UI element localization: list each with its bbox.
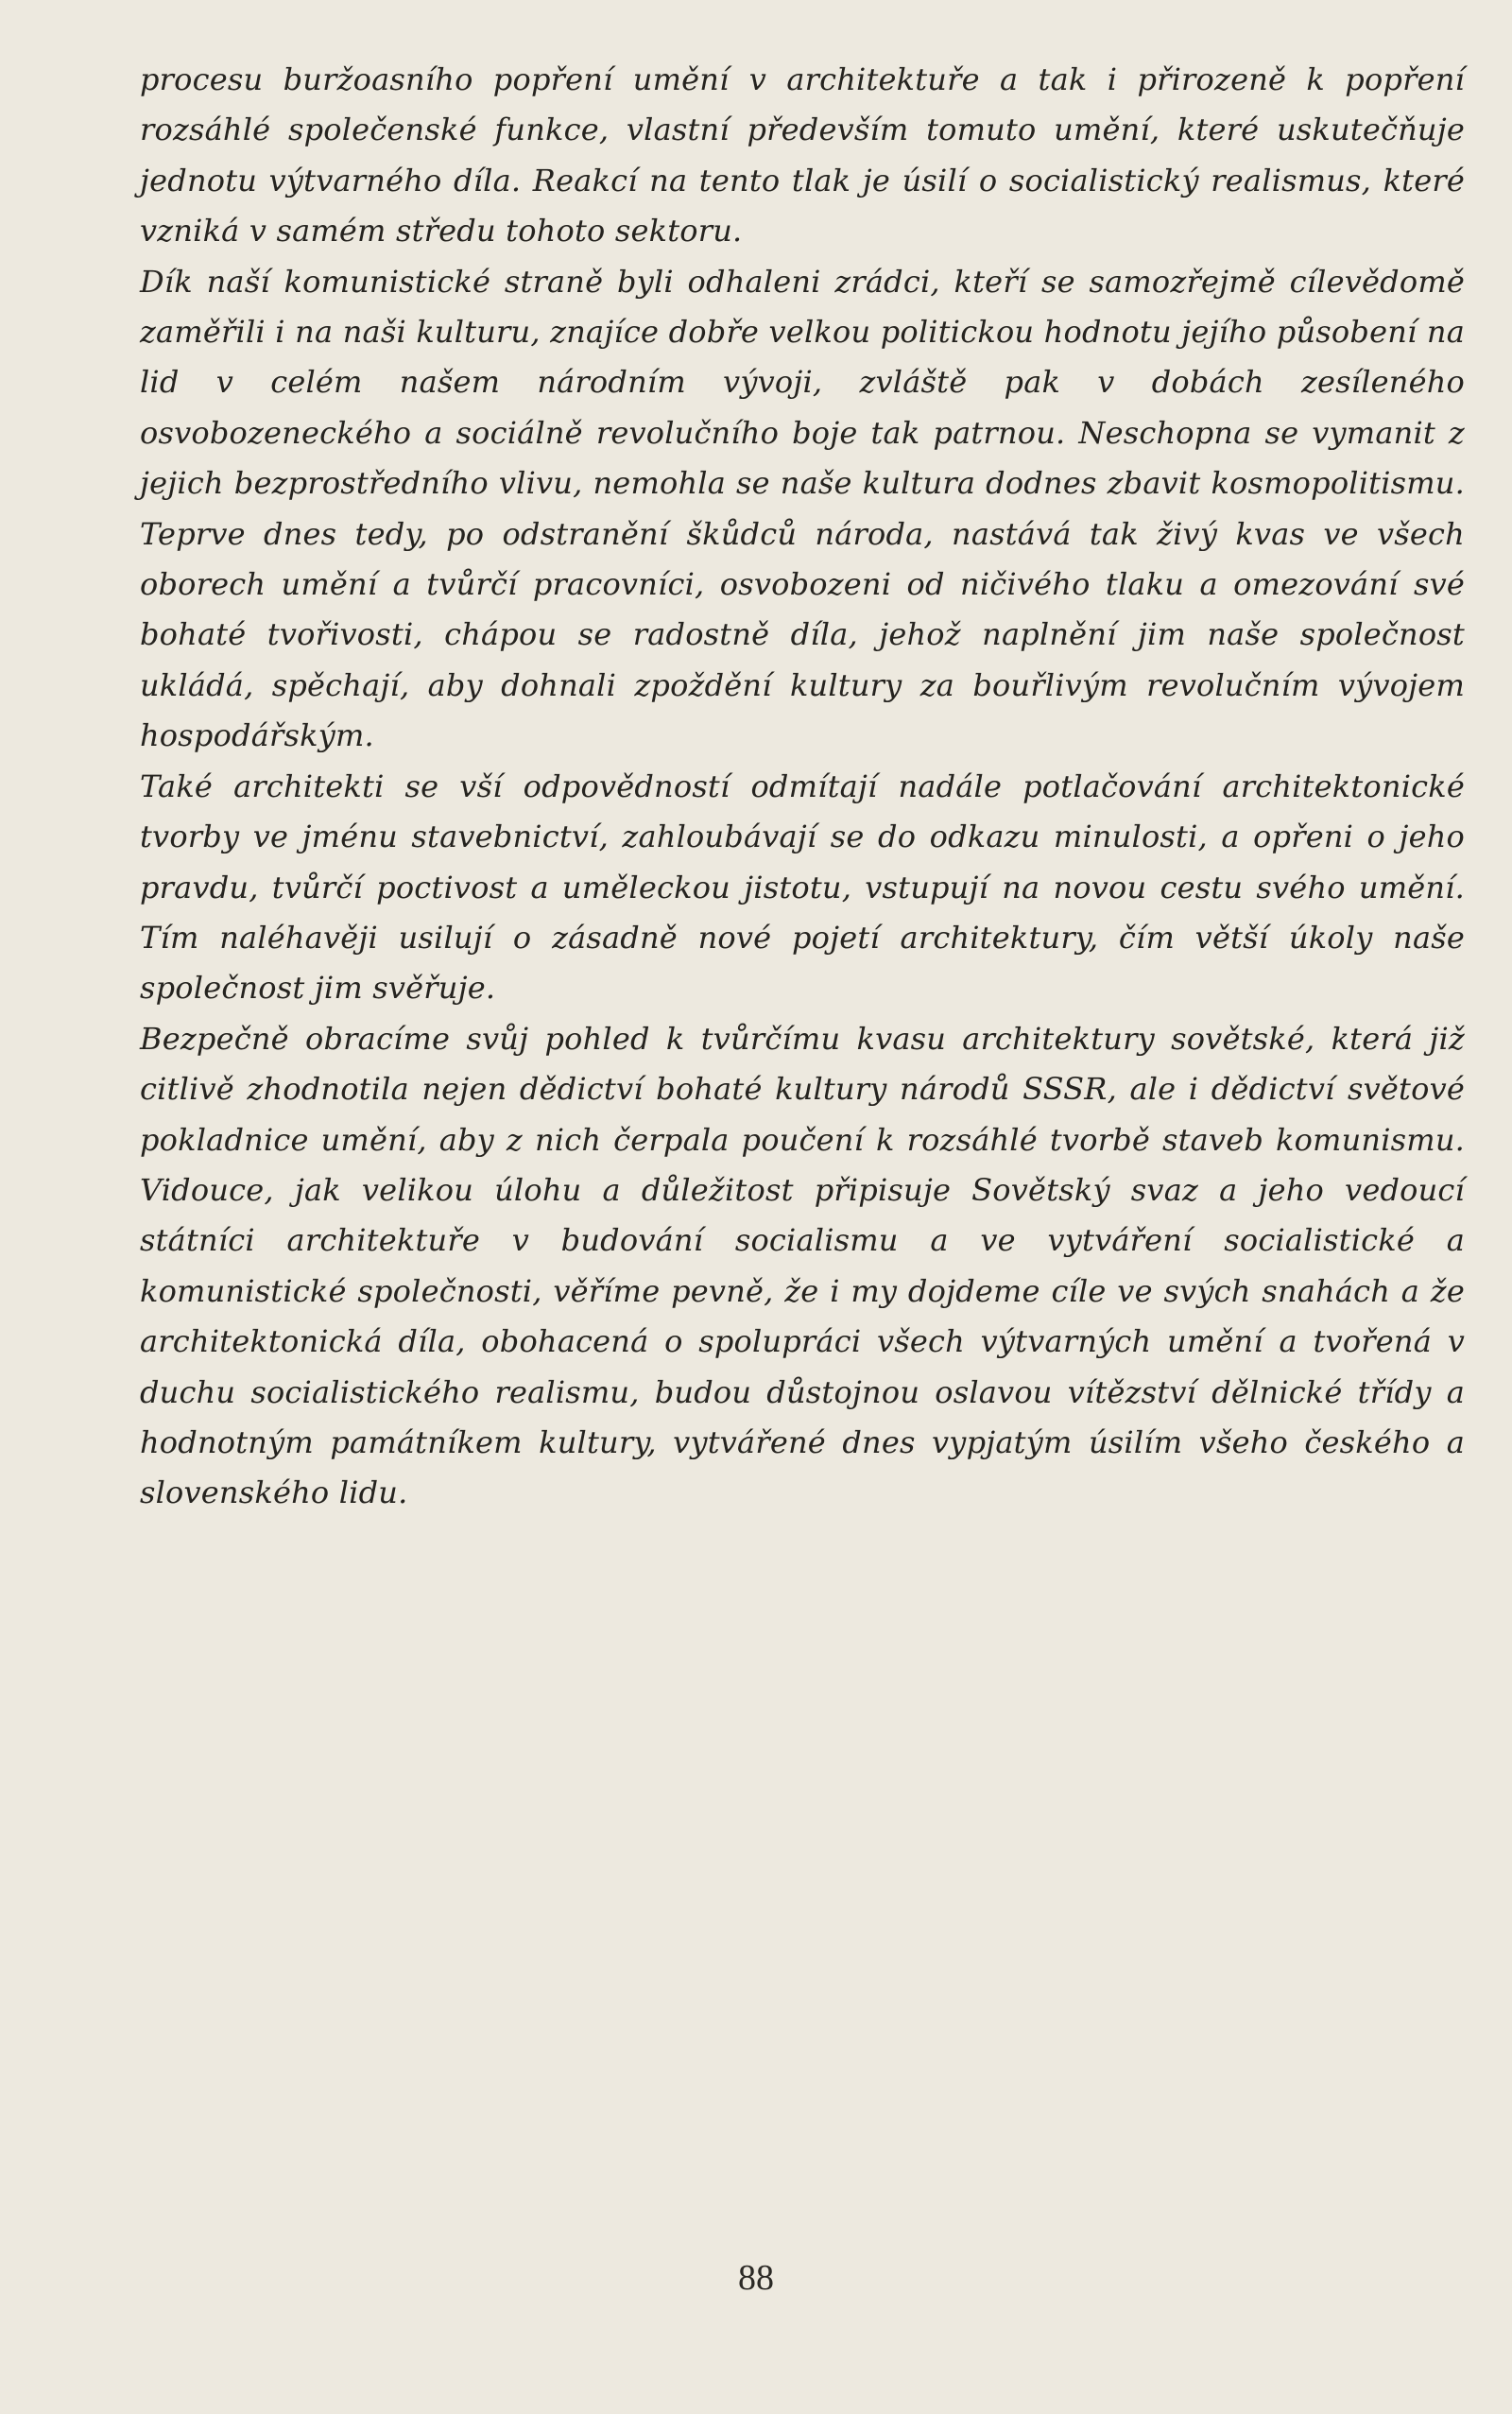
- paragraph-2: Dík naší komunistické straně byli odhaleni zrádci, kteří se samozřejmě cílevědomě zaměřili i na naši kulturu, znajíce dobře velkou politickou hodnotu jejího působení na lid v celém našem národním vývoji, zvláště pak v dobách zesíleného osvobozeneckého a sociálně revolučního boje tak patrnou. Neschopna se vymanit z jejich bezprostředního vlivu, nemohla se naše kultura dodnes zbavit kosmopolitismu. Teprve dnes tedy, po odstranění škůdců národa, nastává tak živý kvas ve všech oborech umění a tvůrčí pracovníci, osvobozeni od ničivého tlaku a omezování své bohaté tvořivosti, chápou se radostně díla, jehož naplnění jim naše společnost ukládá, spěchají, aby dohnali zpoždění kultury za bouřlivým revolučním vývojem hospodářským.: [140, 263, 1465, 754]
- page-number: 88: [738, 2258, 774, 2298]
- paragraph-1: procesu buržoasního popření umění v architektuře a tak i přirozeně k popření rozsáhlé společenské funkce, vlastní především tomuto umění, které uskutečňuje jednotu výtvarného díla. Reakcí na tento tlak je úsilí o socialistický realismus, které vzniká v samém středu tohoto sektoru.: [140, 61, 1465, 250]
- body-text: [140, 55, 1465, 1519]
- paragraph-3: Také architekti se vší odpovědností odmítají nadále potlačování architektonické tvorby ve jménu stavebnictví, zahloubávají se do odkazu minulosti, a opřeni o jeho pravdu, tvůrčí poctivost a uměleckou jistotu, vstupují na novou cestu svého umění. Tím naléhavěji usilují o zásadně nové pojetí architektury, čím větší úkoly naše společnost jim svěřuje.: [140, 767, 1465, 1007]
- paragraph-4: Bezpečně obracíme svůj pohled k tvůrčímu kvasu architektury sovětské, která již citlivě zhodnotila nejen dědictví bohaté kultury národů SSSR, ale i dědictví světové pokladnice umění, aby z nich čerpala poučení k rozsáhlé tvorbě staveb komunismu. Vidouce, jak velikou úlohu a důležitost připisuje Sovětský svaz a jeho vedoucí státníci architektuře v budování socialismu a ve vytváření socialistické a komunistické společnosti, věříme pevně, že i my dojdeme cíle ve svých snahách a že architektonická díla, obohacená o spolupráci všech výtvarných umění a tvořená v duchu socialistického realismu, budou důstojnou oslavou vítězství dělnické třídy a hodnotným památníkem kultury, vytvářené dnes vypjatým úsilím všeho českého a slovenského lidu.: [140, 1020, 1465, 1511]
